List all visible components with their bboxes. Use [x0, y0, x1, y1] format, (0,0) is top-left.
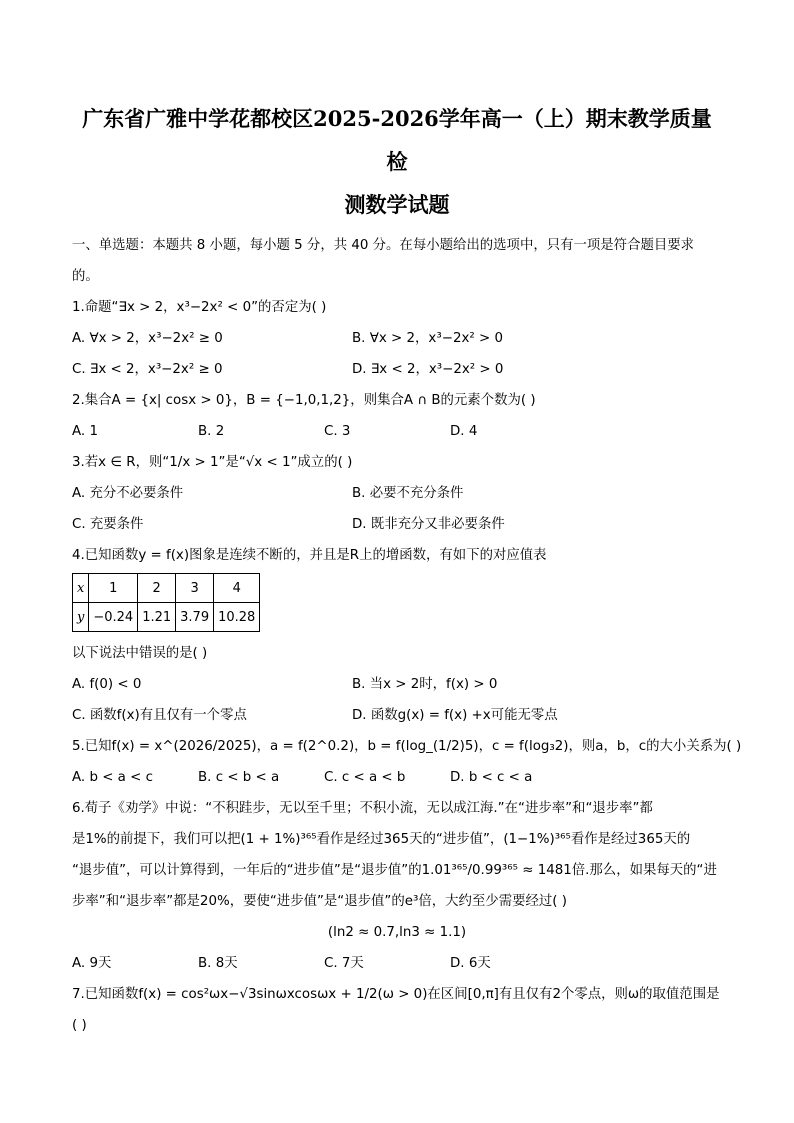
table-cell: x: [73, 574, 89, 603]
q2-stem: 2.集合A = {x| cosx > 0}，B = {−1,0,1,2}，则集合A ∩ B的元素个数为( ): [72, 393, 536, 408]
q1-stem: 1.命题“∃x > 2，x³−2x² < 0”的否定为( ): [72, 300, 327, 315]
table-cell: −0.24: [89, 603, 138, 632]
q3-option-d[interactable]: D. 既非充分又非必要条件: [352, 517, 505, 532]
table-cell: 2: [138, 574, 176, 603]
q2-option-a[interactable]: A. 1: [72, 424, 98, 439]
q1-option-b[interactable]: B. ∀x > 2，x³−2x² > 0: [352, 331, 504, 346]
q4-options-row2: [72, 700, 722, 731]
q6-stem-line4: 步率”和“退步率”都是20%，要使“进步值”是“退步值”的e³倍，大约至少需要经过( ): [72, 894, 567, 909]
q6-stem-line2: 是1%的前提下，我们可以把(1 + 1%)³⁶⁵看作是经过365天的“进步值”，(1−1%)³⁶⁵看作是经过365天的: [72, 832, 691, 847]
q3-options-row1: [72, 478, 722, 509]
q7-stem-line2: ( ): [72, 1018, 87, 1033]
q3-options-row2: [72, 509, 722, 540]
section-heading-line1: 一、单选题：本题共 8 小题，每小题 5 分，共 40 分。在每小题给出的选项中，只有一项是符合题目要求: [72, 238, 695, 253]
q6-stem-line1: 6.荀子《劝学》中说：“不积跬步，无以至千里；不积小流，无以成江海.”在“进步率”和“退步率”都: [72, 801, 653, 816]
q3-stem: 3.若x ∈ R，则“1/x > 1”是“√x < 1”成立的( ): [72, 455, 353, 470]
q5-option-b[interactable]: B. c < b < a: [198, 770, 280, 785]
q1-option-c[interactable]: C. ∃x < 2，x³−2x² ≥ 0: [72, 362, 223, 377]
q5-option-d[interactable]: D. b < c < a: [450, 770, 533, 785]
exam-title-line2: 测数学试题: [344, 192, 450, 217]
q1-option-a[interactable]: A. ∀x > 2，x³−2x² ≥ 0: [72, 331, 223, 346]
q2-option-c[interactable]: C. 3: [324, 424, 351, 439]
table-cell: 1.21: [138, 603, 176, 632]
q6-option-c[interactable]: C. 7天: [324, 956, 364, 971]
q4-question: 以下说法中错误的是( ): [72, 646, 208, 661]
q4-option-c[interactable]: C. 函数f(x)有且仅有一个零点: [72, 708, 247, 723]
q5-option-c[interactable]: C. c < a < b: [324, 770, 406, 785]
q5-stem: 5.已知f(x) = x^(2026/2025)，a = f(2^0.2)，b = f(log_(1/2)5)，c = f(log₃2)，则a，b，c的大小关系为( ): [72, 739, 742, 754]
table-row: [73, 574, 260, 603]
q6-options: [72, 948, 722, 979]
q1-options-row1: [72, 323, 722, 354]
q2-option-d[interactable]: D. 4: [450, 424, 478, 439]
q2-options: [72, 416, 722, 447]
q4-option-b[interactable]: B. 当x > 2时，f(x) > 0: [352, 677, 498, 692]
q6-stem-line3: “退步值”，可以计算得到，一年后的“进步值”是“退步值”的1.01³⁶⁵/0.99³⁶⁵ ≈ 1481倍.那么，如果每天的“进: [72, 863, 717, 878]
q6-option-a[interactable]: A. 9天: [72, 956, 112, 971]
exam-title-line1: 广东省广雅中学花都校区2025-2026学年高一（上）期末教学质量检: [82, 106, 712, 174]
q1-options-row2: [72, 354, 722, 385]
q3-option-c[interactable]: C. 充要条件: [72, 517, 144, 532]
table-row: [73, 603, 260, 632]
q5-options: [72, 762, 722, 793]
q5-option-a[interactable]: A. b < a < c: [72, 770, 153, 785]
q6-option-d[interactable]: D. 6天: [450, 956, 491, 971]
q4-option-a[interactable]: A. f(0) < 0: [72, 677, 142, 692]
q7-stem-line1: 7.已知函数f(x) = cos²ωx−√3sinωxcosωx + 1/2(ω > 0)在区间[0,π]有且仅有2个零点，则ω的取值范围是: [72, 987, 720, 1002]
table-cell: 10.28: [214, 603, 260, 632]
table-cell: 1: [89, 574, 138, 603]
q1-option-d[interactable]: D. ∃x < 2，x³−2x² > 0: [352, 362, 504, 377]
q4-stem: 4.已知函数y = f(x)图象是连续不断的，并且是R上的增函数，有如下的对应值表: [72, 548, 547, 563]
table-cell: y: [73, 603, 89, 632]
q4-options-row1: [72, 669, 722, 700]
q2-option-b[interactable]: B. 2: [198, 424, 225, 439]
q6-hint: (ln2 ≈ 0.7,ln3 ≈ 1.1): [327, 925, 467, 940]
q6-option-b[interactable]: B. 8天: [198, 956, 238, 971]
table-cell: 4: [214, 574, 260, 603]
q3-option-a[interactable]: A. 充分不必要条件: [72, 486, 184, 501]
table-cell: 3.79: [176, 603, 214, 632]
q3-option-b[interactable]: B. 必要不充分条件: [352, 486, 464, 501]
table-cell: 3: [176, 574, 214, 603]
section-heading-line2: 的。: [72, 269, 99, 284]
q4-option-d[interactable]: D. 函数g(x) = f(x) +x可能无零点: [352, 708, 558, 723]
q4-value-table: [72, 573, 260, 632]
